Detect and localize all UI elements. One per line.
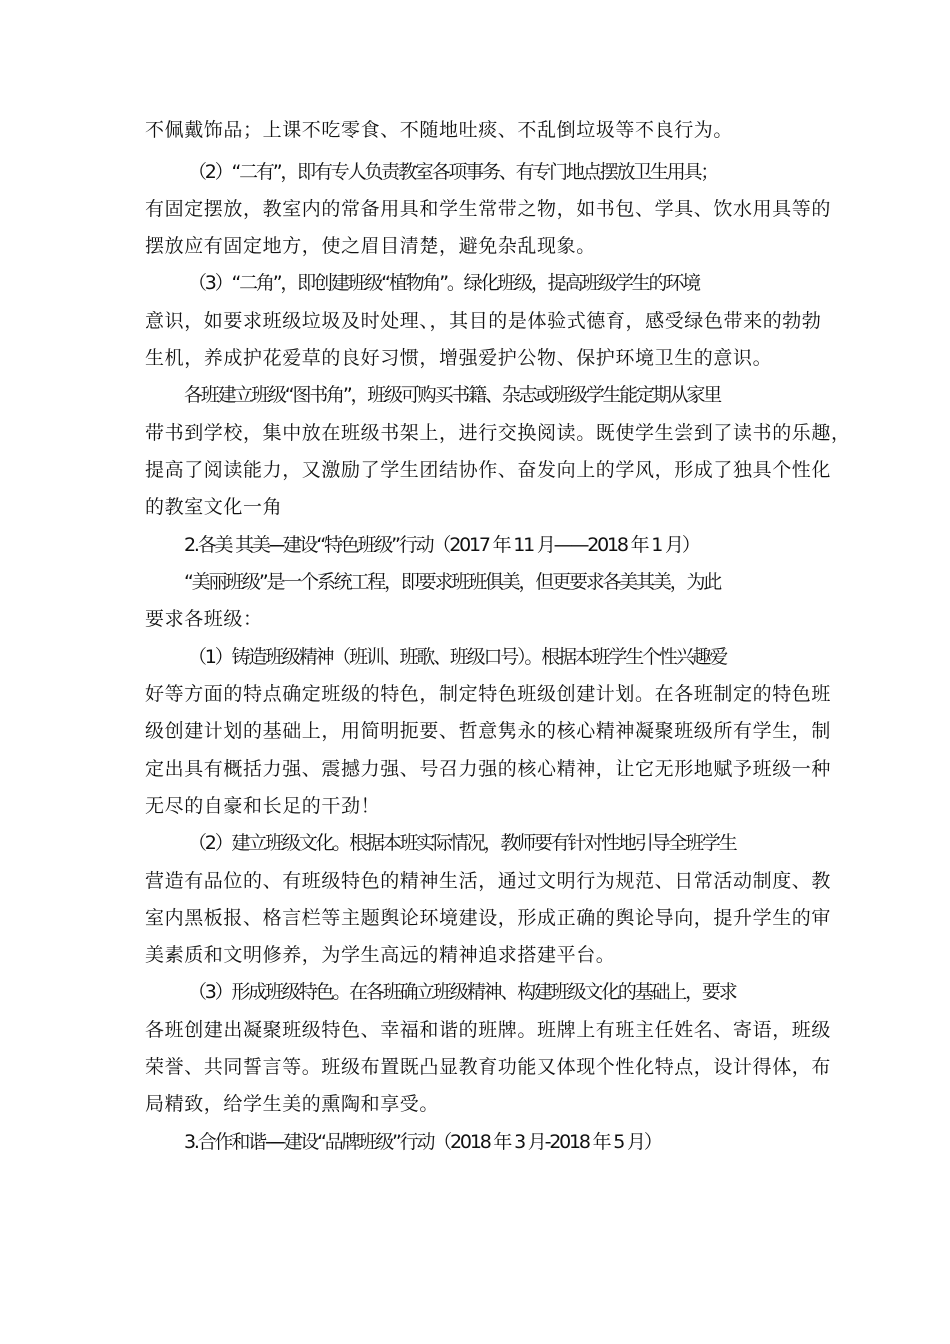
- text-line: 摆放应有固定地方，使之眉目清楚，避免杂乱现象。: [145, 235, 596, 257]
- text-line: “美丽班级”是一个系统工程，即要求班班俱美，但更要求各美其美，为此: [184, 571, 721, 593]
- text-line: 局精致，给学生美的熏陶和享受。: [145, 1093, 440, 1115]
- text-line: 荣誉、共同誓言等。班级布置既凸显教育功能又体现个性化特点，设计得体，布: [145, 1056, 832, 1078]
- text-line: （1）铸造班级精神（班训、班歌、班级口号）。根据本班学生个性兴趣爱: [188, 646, 726, 668]
- text-line: 带书到学校，集中放在班级书架上，进行交换阅读。既使学生尝到了读书的乐趣，: [145, 422, 851, 444]
- text-line: 意识，如要求班级垃圾及时处理、，其目的是体验式德育，感受绿色带来的勃勃: [145, 310, 822, 332]
- text-line: 要求各班级：: [145, 608, 263, 630]
- text-line: 无尽的自豪和长足的干劲！: [145, 795, 381, 817]
- section-heading: 3.合作和谐----建设“品牌班级”行动（2018 年 3 月-2018 年 5 月）: [184, 1131, 661, 1153]
- text-line: 营造有品位的、有班级特色的精神生活，通过文明行为规范、日常活动制度、教: [145, 870, 832, 892]
- text-line: 生机，养成护花爱草的良好习惯，增强爱护公物、保护环境卫生的意识。: [145, 347, 773, 369]
- text-line: 提高了阅读能力，又激励了学生团结协作、奋发向上的学风，形成了独具个性化: [145, 459, 832, 481]
- text-line: 美素质和文明修养，为学生高远的精神追求搭建平台。: [145, 944, 616, 966]
- text-line: 级创建计划的基础上，用简明扼要、哲意隽永的核心精神凝聚班级所有学生，制: [145, 720, 832, 742]
- text-line: 各班建立班级“图书角”，班级可购买书籍、杂志或班级学生能定期从家里: [184, 384, 721, 406]
- text-line: 的教室文化一角: [145, 496, 283, 518]
- text-line: 各班创建出凝聚班级特色、幸福和谐的班牌。班牌上有班主任姓名、寄语，班级: [145, 1019, 832, 1041]
- text-line: 好等方面的特点确定班级的特色，制定特色班级创建计划。在各班制定的特色班: [145, 683, 832, 705]
- text-line: （2）“二有”，即有专人负责教室各项事务、有专门地点摆放卫生用具；: [188, 161, 718, 183]
- text-line: 室内黑板报、格言栏等主题舆论环境建设，形成正确的舆论导向，提升学生的审: [145, 907, 832, 929]
- text-line: （3）“二角”，即创建班级“植物角”。绿化班级，提高班级学生的环境: [188, 272, 699, 294]
- section-heading: 2.各美 其美---建设“特色班级”行动（2017 年 11 月——2018 年 1 月）: [184, 534, 699, 556]
- text-line: 有固定摆放，教室内的常备用具和学生常带之物，如书包、学具、饮水用具等的: [145, 198, 832, 220]
- text-line: （3）形成班级特色。在各班确立班级精神、构建班级文化的基础上，要求: [188, 981, 736, 1003]
- text-line: （2）建立班级文化。根据本班实际情况，教师要有针对性地引导全班学生: [188, 832, 736, 854]
- text-line: 定出具有概括力强、震撼力强、号召力强的核心精神，让它无形地赋予班级一种: [145, 758, 832, 780]
- text-line: 不佩戴饰品；上课不吃零食、不随地吐痰、不乱倒垃圾等不良行为。: [145, 119, 734, 141]
